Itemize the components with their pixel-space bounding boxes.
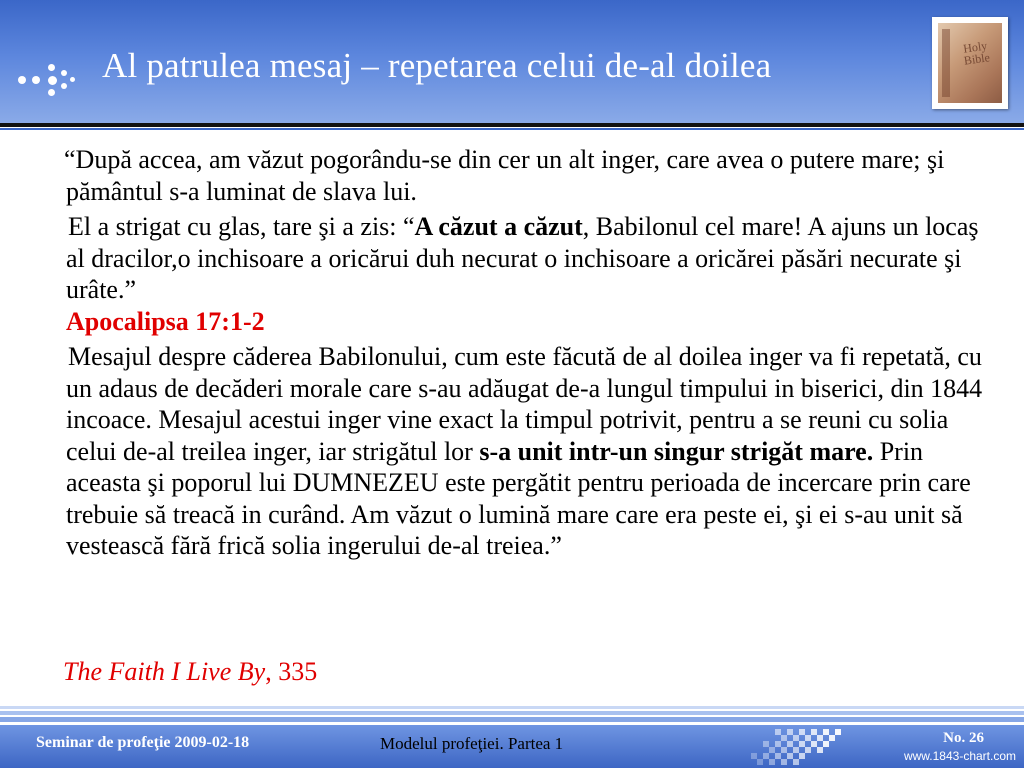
quote-text-2a: El a strigat cu glas, tare şi a zis: “ bbox=[68, 212, 415, 241]
quote-paragraph-2 bbox=[66, 211, 996, 337]
slide-title: Al patrulea mesaj – repetarea celui de-al doilea bbox=[102, 46, 772, 85]
bible-cover-text: Holy Bible bbox=[962, 38, 991, 68]
quote-emphasis-1: A căzut a căzut bbox=[414, 212, 583, 241]
quote-paragraph-3 bbox=[66, 341, 996, 562]
decorative-dots-icon bbox=[18, 56, 78, 100]
quote-text-3b: Prin aceasta şi poporul lui DUMNEZEU este pergătit pentru perioada de incercare prin care trebuie să treacă in curând. Am văzut o lumină mare care era peste ei, şi ei s-au unit să vestească fără frică solia ingerului de-al treiea.” bbox=[66, 436, 971, 560]
slide-footer bbox=[0, 725, 1024, 768]
bible-book-icon bbox=[938, 23, 1002, 103]
quote-text-1: “După accea, am văzut pogorându-se din cer un alt inger, care avea o putere mare; şi pământul s-a luminat de slava lui. bbox=[64, 145, 945, 206]
slide-number: No. 26 bbox=[943, 730, 984, 746]
source-title: The Faith I Live By bbox=[63, 657, 266, 686]
footer-subtitle: Modelul profeţiei. Partea 1 bbox=[380, 734, 564, 753]
slide-body bbox=[66, 144, 996, 566]
footer-stripes bbox=[0, 703, 1024, 725]
quote-text-3a: Mesajul despre căderea Babilonului, cum este făcută de al doilea inger va fi repetată, cu un adaus de decăderi morale care s-au adăugat de-a lungul timpului in biserici, din 1844 incoace. Mesajul acestui inger vine exact la timpul potrivit, pentru a se reuni cu solia celui de-al treilea inger, iar strigătul lor bbox=[66, 342, 983, 466]
header-divider bbox=[0, 123, 1024, 127]
checker-pattern-icon bbox=[735, 725, 885, 768]
header-divider-accent bbox=[0, 128, 1024, 130]
bible-reference: Apocalipsa 17:1-2 bbox=[66, 306, 265, 336]
quote-text-2b: , Babilonul cel mare! A ajuns un locaş al dracilor,o inchisoare a oricărui duh necurat o inchisoare a oricărei păsări necurate şi urâte.” bbox=[66, 212, 979, 304]
source-citation bbox=[63, 657, 317, 687]
holy-bible-image bbox=[932, 17, 1008, 109]
source-page: , 335 bbox=[265, 657, 318, 686]
quote-paragraph-1 bbox=[66, 144, 996, 207]
quote-emphasis-2: s-a unit intr-un singur strigăt mare. bbox=[479, 436, 874, 466]
footer-url: www.1843-chart.com bbox=[903, 749, 1016, 763]
slide-header bbox=[0, 0, 1024, 123]
footer-seminar-label: Seminar de profeţie 2009-02-18 bbox=[36, 734, 250, 751]
